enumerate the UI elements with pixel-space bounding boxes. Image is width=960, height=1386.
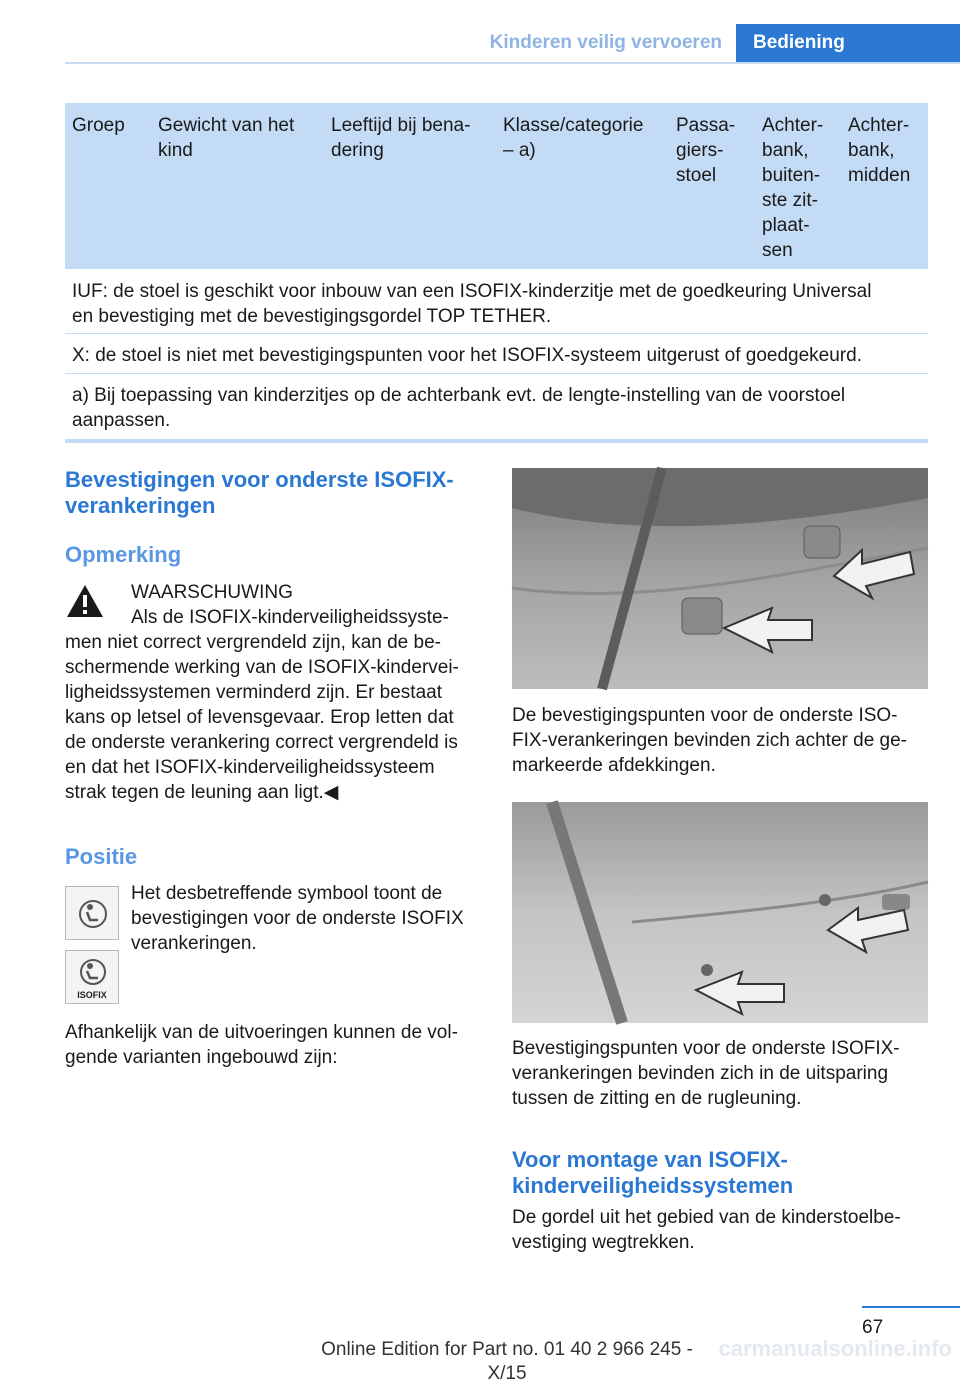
header-rule bbox=[65, 62, 960, 64]
edition-note: Online Edition for Part no. 01 40 2 966 245 - X/15 bbox=[321, 1339, 693, 1384]
header-section-title: Kinderen veilig vervoeren bbox=[489, 32, 722, 53]
table-note-iuf: IUF: de stoel is geschikt voor inbouw van een ISOFIX-kinderzitje met de goedkeuring Universal en bevestiging met de bevestigingsgordel TOP TETHER. bbox=[72, 281, 872, 327]
table-header-achterbank-midden: Achter‐ bank, midden bbox=[848, 115, 911, 186]
table-header-gewicht: Gewicht van het kind bbox=[158, 115, 295, 161]
header-chapter-tab: Bediening bbox=[736, 24, 960, 62]
child-seat-symbol-icon bbox=[65, 886, 119, 940]
variants-text: Afhankelijk van de uitvoeringen kunnen de vol‐ gende varianten ingebouwd zijn: bbox=[65, 1022, 458, 1068]
table-note-x: X: de stoel is niet met bevestigingspunten voor het ISOFIX-systeem uitgerust of goedgekeurd. bbox=[72, 345, 862, 366]
footer-rule bbox=[862, 1306, 960, 1308]
photo1-caption: De bevestigingspunten voor de onderste ISO‐ FIX-verankeringen bevinden zich achter de ge‐ markeerde afdekkingen. bbox=[512, 705, 908, 776]
position-text: Het desbetreffende symbool toont de bevestigingen voor de onderste ISOFIX verankeringen. bbox=[131, 883, 464, 954]
section-title-mounting: Voor montage van ISOFIX- kinderveiligheidssystemen bbox=[512, 1147, 794, 1198]
warning-label: WAARSCHUWING bbox=[131, 582, 293, 603]
warning-text: men niet correct vergrendeld zijn, kan de be‐ schermende werking van de ISOFIX-kindervei‐ ligheidssystemen verminderd zijn. Er bestaat kans op letsel of levensgevaar. Erop letten dat de onderste verankering correct vergrendeld is en dat het ISOFIX-kinderveiligheidssysteem strak tegen de leuning aan ligt.◀ bbox=[65, 632, 459, 803]
table-header-passagiersstoel: Passa‐ giers‐ stoel bbox=[676, 115, 736, 186]
table-header-achterbank-buiten: Achter‐ bank, buiten‐ ste zit‐ plaat‐ sen bbox=[762, 115, 824, 261]
table-header-leeftijd: Leeftijd bij bena‐ dering bbox=[331, 115, 471, 161]
table-row-divider bbox=[65, 333, 928, 334]
isofix-covers-photo bbox=[512, 468, 928, 689]
table-note-a: a) Bij toepassing van kinderzitjes op de achterbank evt. de lengte-instelling van de voorstoel aanpassen. bbox=[72, 385, 846, 431]
photo2-caption: Bevestigingspunten voor de onderste ISOFIX- verankeringen bevinden zich in de uitsparing tussen de zitting en de rugleuning. bbox=[512, 1038, 900, 1109]
table-bottom-rule bbox=[65, 439, 928, 443]
heading-opmerking: Opmerking bbox=[65, 542, 182, 567]
warning-triangle-icon bbox=[65, 583, 105, 619]
table-header-row bbox=[65, 103, 928, 269]
watermark: carmanualsonline.info bbox=[718, 1336, 952, 1361]
isofix-symbol-icon: ISOFIX bbox=[65, 950, 119, 1004]
table-header-groep: Groep bbox=[72, 115, 125, 136]
page-number: 67 bbox=[862, 1317, 884, 1338]
heading-positie: Positie bbox=[65, 844, 138, 869]
table-header-klasse: Klasse/categorie – a) bbox=[503, 115, 644, 161]
section-title-isofix: Bevestigingen voor onderste ISOFIX- verankeringen bbox=[65, 467, 454, 518]
table-row-divider bbox=[65, 373, 928, 374]
mounting-text: De gordel uit het gebied van de kinderstoelbe‐ vestiging wegtrekken. bbox=[512, 1207, 901, 1253]
isofix-gap-photo bbox=[512, 802, 928, 1023]
warning-text-line: Als de ISOFIX-kinderveiligheidssyste‐ bbox=[131, 607, 449, 628]
